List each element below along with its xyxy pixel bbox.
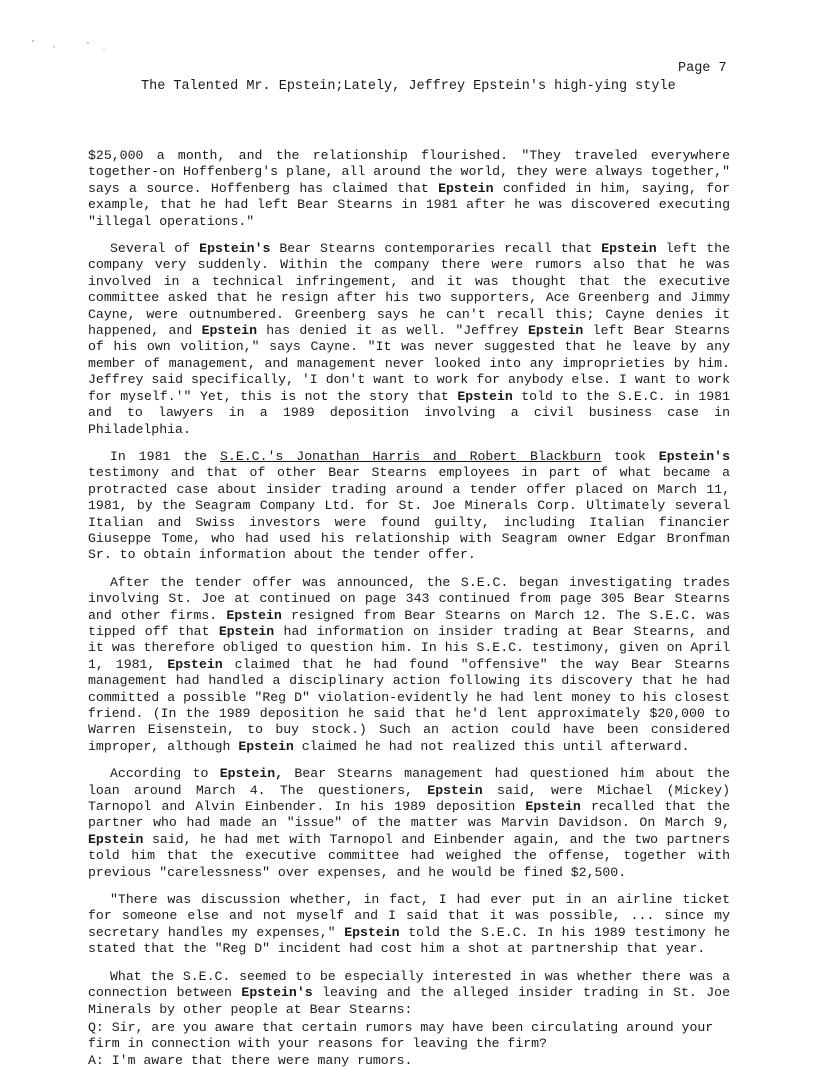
paragraph-2: Several of Epstein's Bear Stearns contemporaries recall that Epstein left the company very suddenly. Within the company there were rumors also that he was involved in a technical infringement, and it was thought that the executive committee asked that he resign after his two supporters, Ace Greenberg and Jimmy Cayne, were outnumbered. Greenberg says he can't recall this; Cayne denies it happened, and Epstein has denied it as well. "Jeffrey Epstein left Bear Stearns of his own volition," says Cayne. "It was never suggested that he leave by any member of management, and management never looked into any improprieties by him. Jeffrey said specifically, 'I don't want to work for anybody else. I want to work for myself.'" Yet, this is not the story that Epstein told to the S.E.C. in 1981 and to lawyers in a 1989 deposition involving a civil business case in Philadelphia. xyxy=(88,241,731,437)
paragraph-4: After the tender offer was announced, the S.E.C. began investigating trades involving St. Joe at continued on page 343 continued from page 305 Bear Stearns and other firms. Epstein resigned from Bear Stearns on March 12. The S.E.C. was tipped off that Epstein had information on insider trading at Bear Stearns, and it was therefore obliged to question him. In his S.E.C. testimony, given on April 1, 1981, Epstein claimed that he had found "offensive" the way Bear Stearns management had handled a disciplinary action following its discovery that he had committed a possible "Reg D" violation-evidently he had lent money to his closest friend. (In the 1989 deposition he said that he'd lent approximately $20,000 to Warren Eisenstein, to buy stock.) Such an action could have been considered improper, although Epstein claimed he had not realized this until afterward. xyxy=(88,574,730,754)
paragraph-6: "There was discussion whether, in fact, I had ever put in an airline ticket for someone else and not myself and I said that it was possible, ... since my secretary handles my expenses," Epstein told the S.E.C. In his 1989 testimony he stated that the "Reg D" incident had cost him a shot at partnership that year. xyxy=(88,892,730,957)
paragraph-1: $25,000 a month, and the relationship flourished. "They traveled everywhere together-on Hoffenberg's plane, all around the world, they were always together," says a source. Hoffenberg has claimed that Epstein confided in him, saying, for example, that he had left Bear Stearns in 1981 after he was discovered executing "illegal operations." xyxy=(88,148,730,229)
name-highlight: Epstein xyxy=(218,623,275,639)
question-line: Q: Sir, are you aware that certain rumors may have been circulating around your firm in connection with your reasons for leaving the firm? xyxy=(88,1019,714,1052)
name-highlight: Epstein xyxy=(344,924,400,940)
name-highlight: Epstein xyxy=(601,241,657,257)
paragraph-3: In 1981 the S.E.C.'s Jonathan Harris and Robert Blackburn took Epstein's testimony and that of other Bear Stearns employees in part of what became a protracted case about insider trading around a tender offer placed on March 11, 1981, by the Seagram Company Ltd. for St. Joe Minerals Corp. Ultimately several Italian and Swiss investors were found guilty, including Italian financier Giuseppe Tome, who had used his relationship with Seagram owner Edgar Bronfman Sr. to obtain information about the tender offer. xyxy=(88,448,731,563)
paragraph-5: According to Epstein, Bear Stearns management had questioned him about the loan around March 4. The questioners, Epstein said, were Michael (Mickey) Tarnopol and Alvin Einbender. In his 1989 deposition Epstein recalled that the partner who had made an "issue" of the matter was Marvin Davidson. On March 9, Epstein said, he had met with Tarnopol and Einbender again, and the two partners told him that the executive committee had weighed the offense, together with previous "carelessness" over expenses, and he would be fined $2,500. xyxy=(88,766,730,880)
paragraph-7: What the S.E.C. seemed to be especially interested in was whether there was a connection between Epstein's leaving and the alleged insider trading in St. Joe Minerals by other people at Bear Stearns: xyxy=(88,968,730,1017)
name-highlight: Epstein's xyxy=(241,985,313,1001)
name-highlight: Epstein xyxy=(427,782,483,798)
name-highlight: Epstein xyxy=(201,323,257,339)
scan-specks xyxy=(30,36,120,56)
name-highlight: Epstein xyxy=(527,323,584,339)
answer-line: A: I'm aware that there were many rumors. xyxy=(88,1052,413,1068)
name-highlight: Epstein xyxy=(226,607,282,623)
name-highlight: Epstein xyxy=(525,799,581,815)
name-highlight: Epstein xyxy=(238,738,294,754)
name-highlight: Epstein xyxy=(88,831,144,847)
name-highlight: Epstein's xyxy=(658,448,731,464)
name-highlight: Epstein xyxy=(167,656,223,672)
page-number: Page 7 xyxy=(678,61,727,76)
name-highlight: Epstein, xyxy=(219,766,284,782)
article-body xyxy=(88,148,730,1069)
name-highlight: Epstein xyxy=(438,180,494,196)
name-highlight: Epstein xyxy=(457,388,513,404)
handwritten-underline-names: S.E.C.'s Jonathan Harris and Robert Blackburn xyxy=(220,448,602,464)
running-head: The Talented Mr. Epstein;Lately, Jeffrey Epstein's high-ying style xyxy=(141,79,676,94)
name-highlight: Epstein's xyxy=(199,241,271,257)
